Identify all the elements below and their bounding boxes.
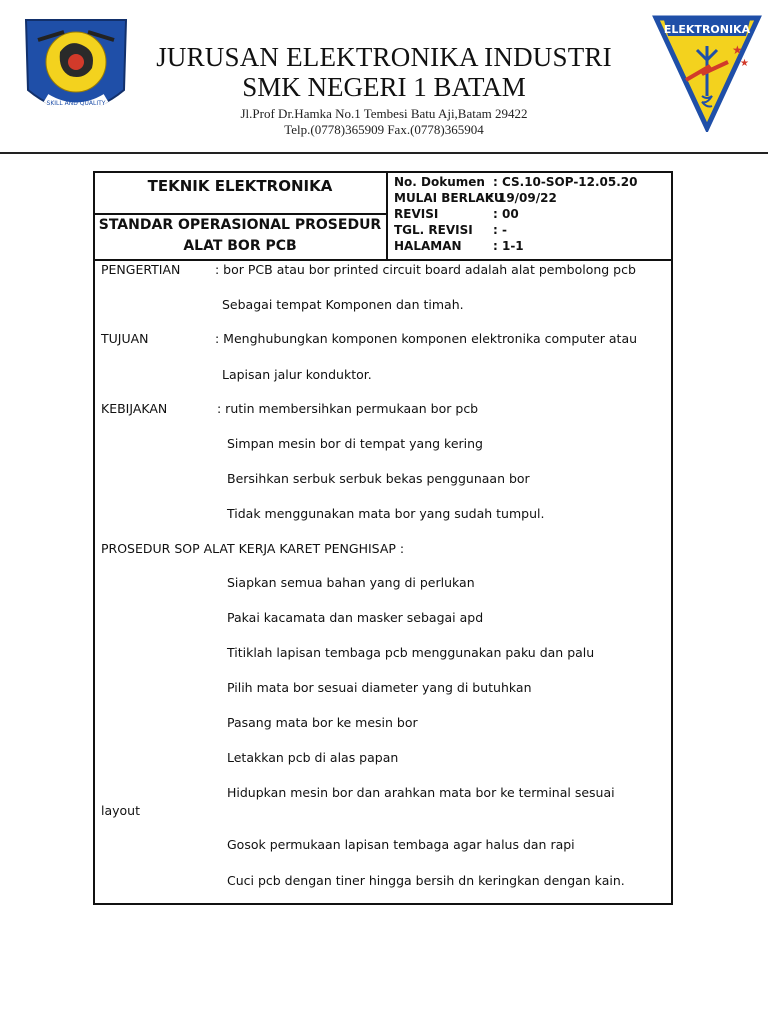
letterhead-school: SMK NEGERI 1 BATAM xyxy=(242,72,526,102)
procedure-step: Cuci pcb dengan tiner hingga bersih dn keringkan dengan kain. xyxy=(227,873,625,888)
meta-value-no-dokumen: : CS.10-SOP-12.05.20 xyxy=(493,175,638,189)
prosedur-heading: PROSEDUR SOP ALAT KERJA KARET PENGHISAP : xyxy=(101,541,405,556)
tujuan-label: TUJUAN xyxy=(101,331,149,346)
procedure-step: Pasang mata bor ke mesin bor xyxy=(227,715,418,730)
header-column-divider xyxy=(386,171,388,260)
header-left-divider xyxy=(93,213,386,215)
procedure-step-continuation: layout xyxy=(101,803,141,818)
kebijakan-text-2: Simpan mesin bor di tempat yang kering xyxy=(227,436,483,451)
kebijakan-text-1: : rutin membersihkan permukaan bor pcb xyxy=(217,401,479,416)
elektronika-logo-text: ELEKTRONIKA xyxy=(663,23,751,36)
kebijakan-label: KEBIJAKAN xyxy=(101,401,168,416)
meta-value-halaman: : 1-1 xyxy=(493,239,524,253)
procedure-step: Pilih mata bor sesuai diameter yang di butuhkan xyxy=(227,680,532,695)
header-body-divider xyxy=(93,259,673,261)
procedure-step: Titiklah lapisan tembaga pcb menggunakan paku dan palu xyxy=(227,645,595,660)
pengertian-label: PENGERTIAN xyxy=(101,262,181,277)
meta-value-tgl-revisi: : - xyxy=(493,223,507,237)
procedure-step: Letakkan pcb di alas papan xyxy=(227,750,399,765)
procedure-step: Gosok permukaan lapisan tembaga agar halus dan rapi xyxy=(227,837,575,852)
kebijakan-text-3: Bersihkan serbuk serbuk bekas penggunaan bor xyxy=(227,471,530,486)
svg-text:★: ★ xyxy=(732,43,743,57)
meta-key-halaman: HALAMAN xyxy=(394,239,462,253)
letterhead-department: JURUSAN ELEKTRONIKA INDUSTRI xyxy=(156,42,612,72)
pengertian-text-1: : bor PCB atau bor printed circuit board adalah alat pembolong pcb xyxy=(215,262,636,277)
meta-key-revisi: REVISI xyxy=(394,207,439,221)
kebijakan-text-4: Tidak menggunakan mata bor yang sudah tumpul. xyxy=(227,506,545,521)
meta-value-mulai-berlaku: : 19/09/22 xyxy=(489,191,557,205)
elektronika-logo xyxy=(652,10,762,132)
procedure-step: Hidupkan mesin bor dan arahkan mata bor ke terminal sesuai xyxy=(227,785,615,800)
tujuan-text-1: : Menghubungkan komponen komponen elektronika computer atau xyxy=(215,331,638,346)
procedure-step: Siapkan semua bahan yang di perlukan xyxy=(227,575,475,590)
sop-title-line1: STANDAR OPERASIONAL PROSEDUR xyxy=(98,217,382,233)
tujuan-text-2: Lapisan jalur konduktor. xyxy=(222,367,372,382)
meta-value-revisi: : 00 xyxy=(493,207,519,221)
school-crest-logo xyxy=(20,12,132,130)
meta-key-no-dokumen: No. Dokumen xyxy=(394,175,485,189)
pengertian-text-2: Sebagai tempat Komponen dan timah. xyxy=(222,297,464,312)
svg-text:★: ★ xyxy=(740,58,749,69)
procedure-step: Pakai kacamata dan masker sebagai apd xyxy=(227,610,484,625)
meta-key-tgl-revisi: TGL. REVISI xyxy=(394,223,473,237)
department-title: TEKNIK ELEKTRONIKA xyxy=(147,177,333,195)
meta-key-mulai-berlaku: MULAI BERLAKU xyxy=(394,191,504,205)
letterhead-divider xyxy=(0,152,768,154)
sop-title-line2: ALAT BOR PCB xyxy=(183,238,297,254)
letterhead-phone: Telp.(0778)365909 Fax.(0778)365904 xyxy=(284,122,484,137)
letterhead-address: Jl.Prof Dr.Hamka No.1 Tembesi Batu Aji,Batam 29422 xyxy=(240,106,528,121)
crest-motto: SKILL AND QUALITY xyxy=(46,100,106,107)
